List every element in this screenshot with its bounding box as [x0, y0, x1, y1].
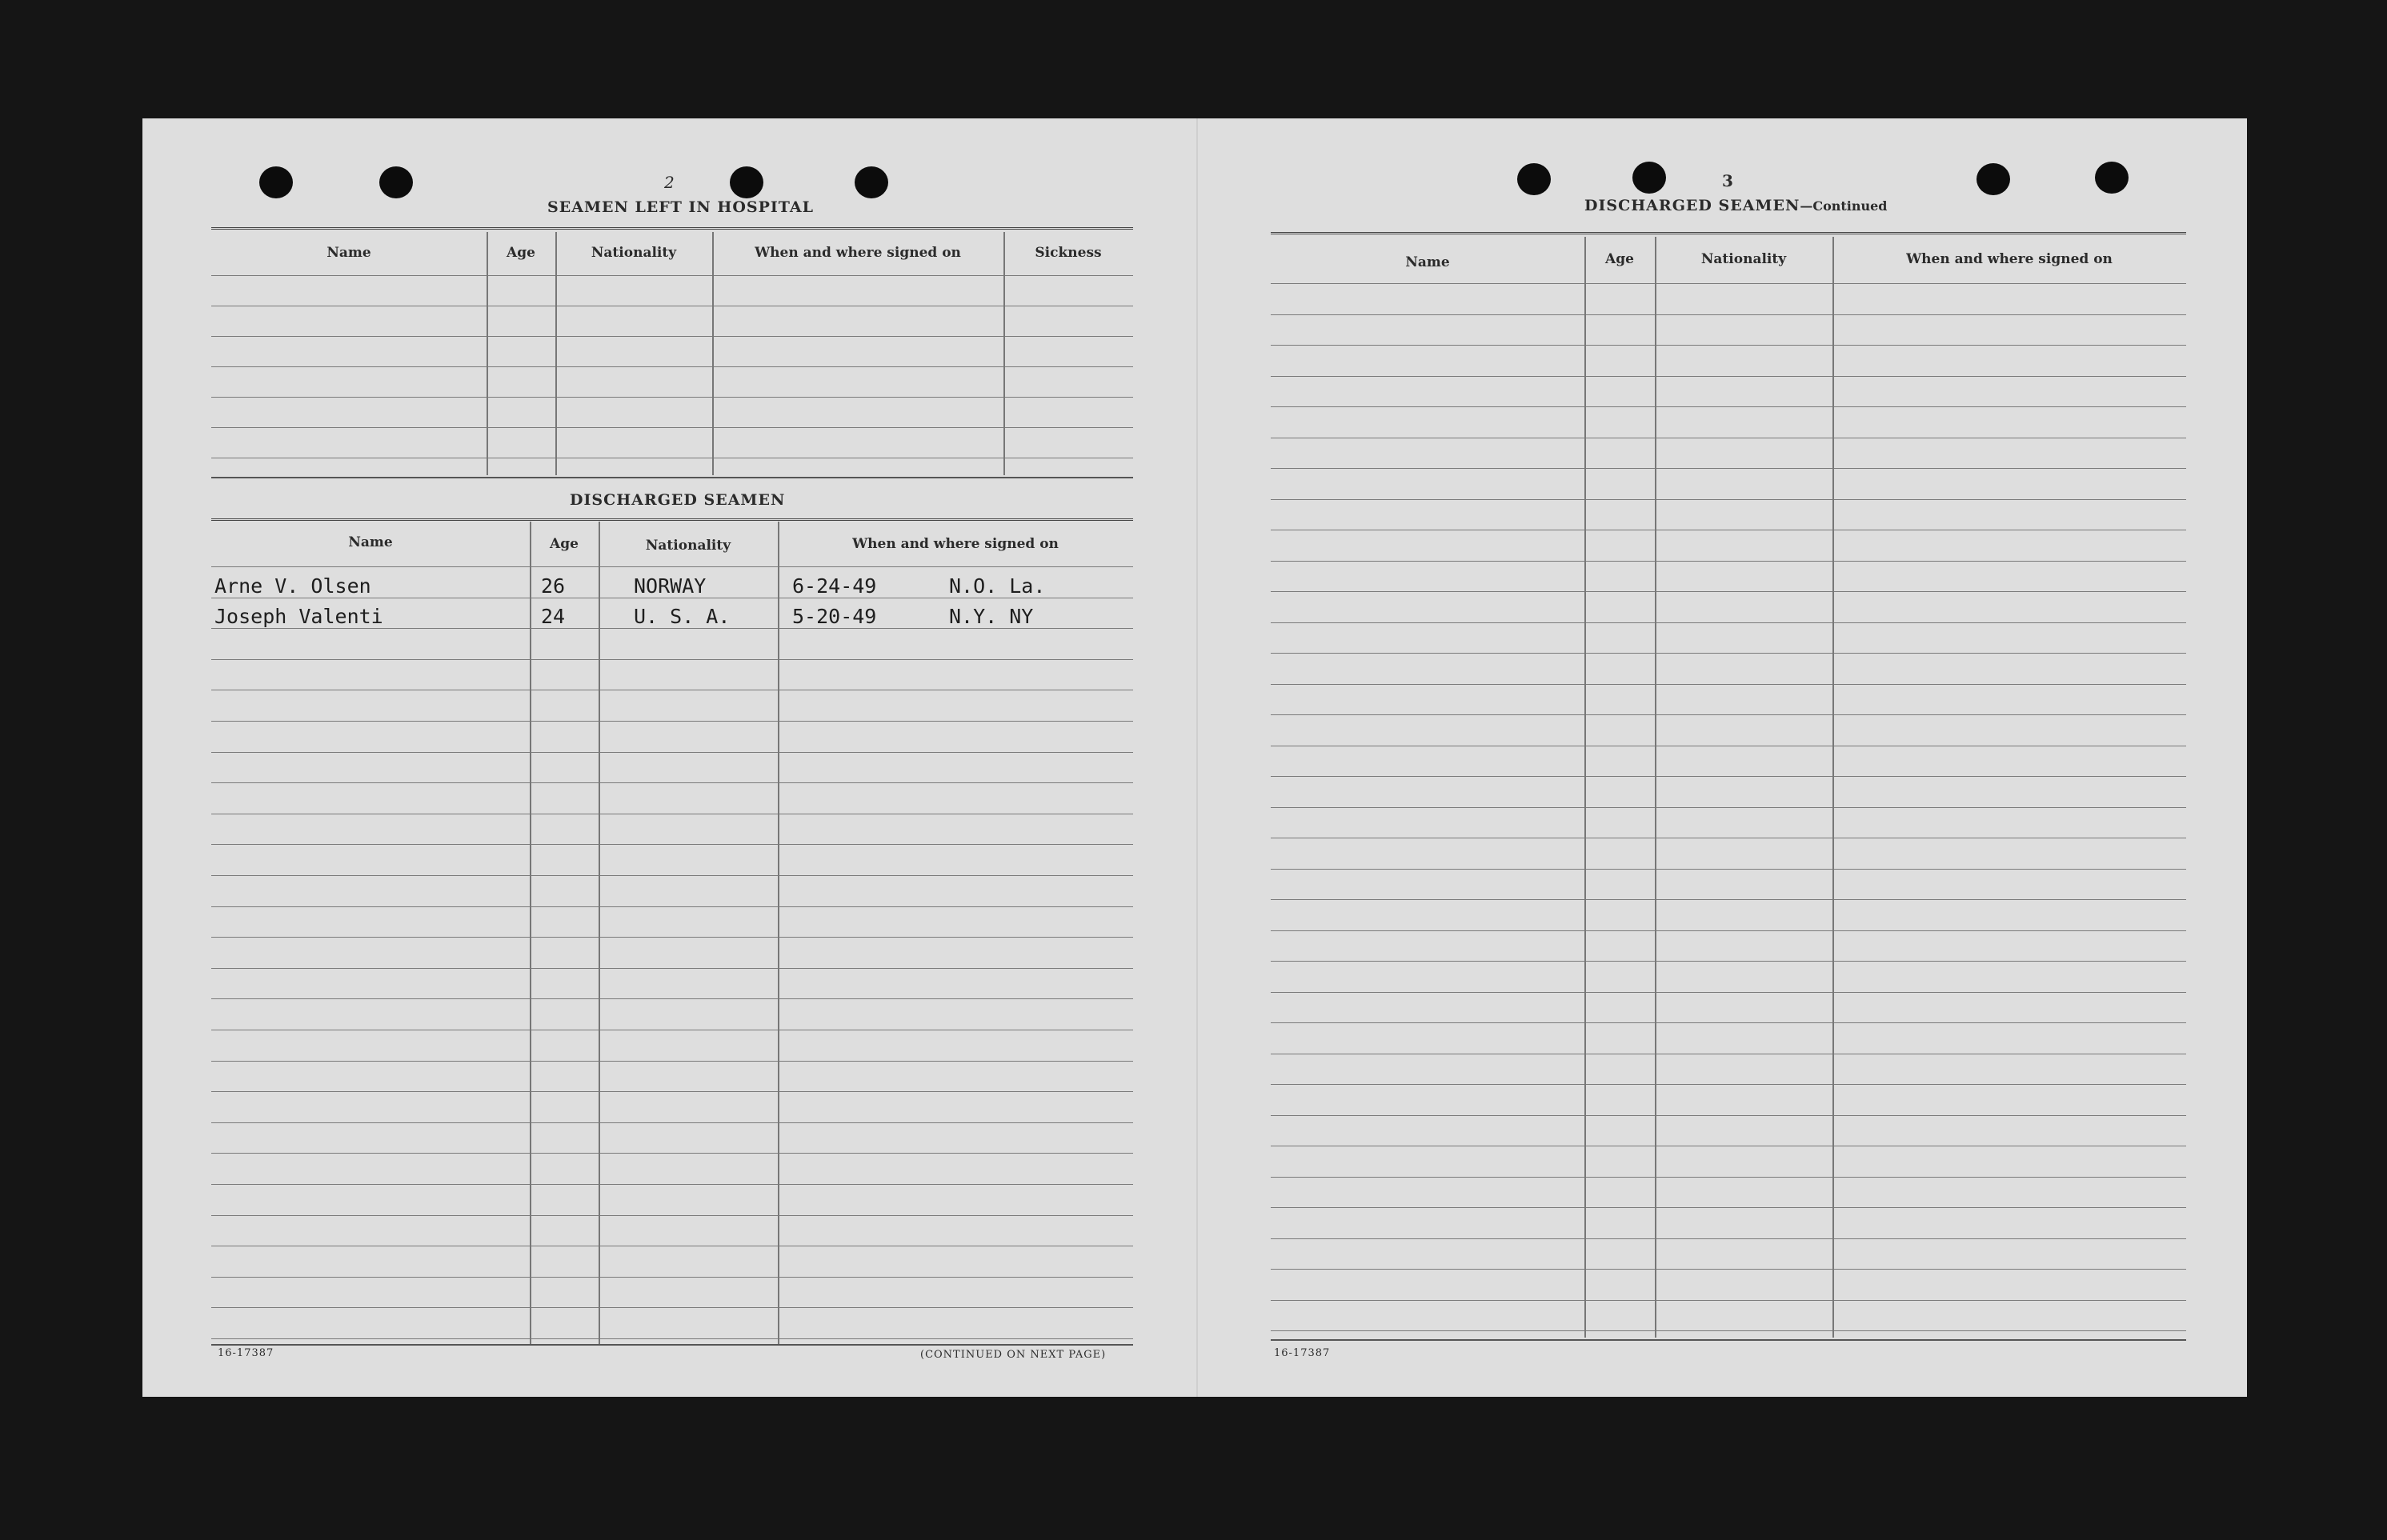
- ruled-line: [1271, 1330, 2186, 1331]
- ruled-line: [1271, 345, 2186, 346]
- ruled-line: [1271, 314, 2186, 315]
- column-divider: [599, 522, 600, 1344]
- column-divider: [530, 522, 531, 1344]
- page-fold: [1196, 118, 1198, 1397]
- column-divider: [555, 232, 557, 475]
- ruled-line: [1271, 1238, 2186, 1239]
- discharged-col-age: Age: [550, 536, 579, 552]
- discharged-row-2-place: N.Y. NY: [949, 605, 1034, 628]
- right-section-title-main: DISCHARGED SEAMEN: [1584, 197, 1800, 214]
- punch-hole: [2095, 162, 2129, 194]
- right-section-title: [1584, 197, 1887, 214]
- discharged-top-rule: [211, 518, 1133, 521]
- ruled-line: [211, 968, 1133, 969]
- column-divider: [1003, 232, 1005, 475]
- discharged-col-nationality: Nationality: [645, 538, 731, 554]
- ruled-line: [211, 366, 1133, 367]
- ruled-line: [1271, 1269, 2186, 1270]
- ruled-line: [1271, 561, 2186, 562]
- punch-hole: [1976, 163, 2010, 195]
- right-col-age: Age: [1605, 251, 1634, 267]
- ruled-line: [1271, 406, 2186, 407]
- ruled-line: [1271, 1022, 2186, 1023]
- discharged-row-1-date: 6-24-49: [792, 574, 877, 598]
- form-sheet: [142, 118, 2247, 1397]
- hospital-section-title: SEAMEN LEFT IN HOSPITAL: [547, 198, 814, 216]
- ruled-line: [1271, 283, 2186, 284]
- ruled-line: [211, 1215, 1133, 1216]
- punch-hole: [855, 166, 888, 198]
- right-form-number: 16-17387: [1274, 1347, 1331, 1359]
- ruled-line: [211, 275, 1133, 276]
- ruled-line: [211, 782, 1133, 783]
- ruled-line: [1271, 776, 2186, 777]
- ruled-line: [211, 752, 1133, 753]
- column-divider: [1584, 237, 1586, 1338]
- ruled-line: [1271, 961, 2186, 962]
- hospital-top-rule: [211, 227, 1133, 230]
- ruled-line: [1271, 684, 2186, 685]
- ruled-line: [211, 1153, 1133, 1154]
- ruled-line: [1271, 930, 2186, 931]
- ruled-line: [211, 1277, 1133, 1278]
- ruled-line: [211, 906, 1133, 907]
- ruled-line: [211, 998, 1133, 999]
- discharged-row-2-date: 5-20-49: [792, 605, 877, 628]
- ruled-line: [1271, 468, 2186, 469]
- ruled-line: [1271, 1084, 2186, 1085]
- punch-hole: [259, 166, 293, 198]
- discharged-row-2-name: Joseph Valenti: [214, 605, 383, 628]
- bottom-rule: [211, 1344, 1133, 1346]
- ruled-line: [1271, 1115, 2186, 1116]
- continued-note: (CONTINUED ON NEXT PAGE): [920, 1349, 1107, 1361]
- punch-hole: [1517, 163, 1551, 195]
- discharged-row-1-place: N.O. La.: [949, 574, 1046, 598]
- ruled-line: [1271, 899, 2186, 900]
- ruled-line: [1271, 376, 2186, 377]
- discharged-row-1-age: 26: [541, 574, 566, 598]
- punch-hole: [1632, 162, 1666, 194]
- discharged-col-name: Name: [348, 534, 393, 550]
- ruled-line: [211, 1091, 1133, 1092]
- right-col-name: Name: [1405, 254, 1450, 270]
- ruled-line: [211, 1122, 1133, 1123]
- punch-hole: [730, 166, 763, 198]
- hospital-col-age: Age: [507, 245, 535, 261]
- ruled-line: [1271, 591, 2186, 592]
- ruled-line: [211, 336, 1133, 337]
- ruled-line: [211, 659, 1133, 660]
- discharged-section-title: DISCHARGED SEAMEN: [570, 491, 786, 509]
- ruled-line: [211, 844, 1133, 845]
- hospital-col-signed-on: When and where signed on: [755, 245, 961, 261]
- ruled-line: [211, 937, 1133, 938]
- ruled-line: [211, 1061, 1133, 1062]
- ruled-line: [1271, 1300, 2186, 1301]
- bottom-rule: [211, 477, 1133, 478]
- ruled-line: [1271, 1207, 2186, 1208]
- ruled-line: [1271, 869, 2186, 870]
- column-divider: [1832, 237, 1834, 1338]
- right-col-nationality: Nationality: [1700, 251, 1787, 267]
- discharged-row-2-nationality: U. S. A.: [634, 605, 731, 628]
- hospital-col-name: Name: [326, 245, 371, 261]
- ruled-line: [1271, 714, 2186, 715]
- ruled-line: [1271, 622, 2186, 623]
- column-divider: [778, 522, 779, 1344]
- right-page-number: 3: [1722, 171, 1733, 190]
- ruled-line: [1271, 653, 2186, 654]
- ruled-line: [1271, 807, 2186, 808]
- ruled-line: [211, 427, 1133, 428]
- hospital-col-nationality: Nationality: [591, 245, 677, 261]
- hospital-col-sickness: Sickness: [1035, 245, 1102, 261]
- right-section-title-suffix: —Continued: [1800, 198, 1888, 214]
- ruled-line: [211, 875, 1133, 876]
- ruled-line: [211, 1307, 1133, 1308]
- ruled-line: [1271, 499, 2186, 500]
- column-divider: [1655, 237, 1656, 1338]
- discharged-row-1-nationality: NORWAY: [634, 574, 707, 598]
- discharged-col-signed-on: When and where signed on: [852, 536, 1059, 552]
- discharged-row-1-name: Arne V. Olsen: [214, 574, 371, 598]
- ruled-line: [211, 1184, 1133, 1185]
- ruled-line: [211, 721, 1133, 722]
- discharged-row-2-age: 24: [541, 605, 566, 628]
- punch-hole: [379, 166, 413, 198]
- ruled-line: [211, 628, 1133, 629]
- right-top-rule: [1271, 232, 2186, 234]
- ruled-line: [211, 397, 1133, 398]
- ruled-line: [1271, 1177, 2186, 1178]
- left-form-number: 16-17387: [218, 1347, 274, 1359]
- bottom-rule: [1271, 1339, 2186, 1341]
- ruled-line: [1271, 992, 2186, 993]
- ruled-line: [211, 1338, 1133, 1339]
- ruled-line: [211, 566, 1133, 567]
- left-page-number: 2: [664, 173, 675, 192]
- column-divider: [487, 232, 488, 475]
- column-divider: [712, 232, 714, 475]
- right-col-signed-on: When and where signed on: [1906, 251, 2113, 267]
